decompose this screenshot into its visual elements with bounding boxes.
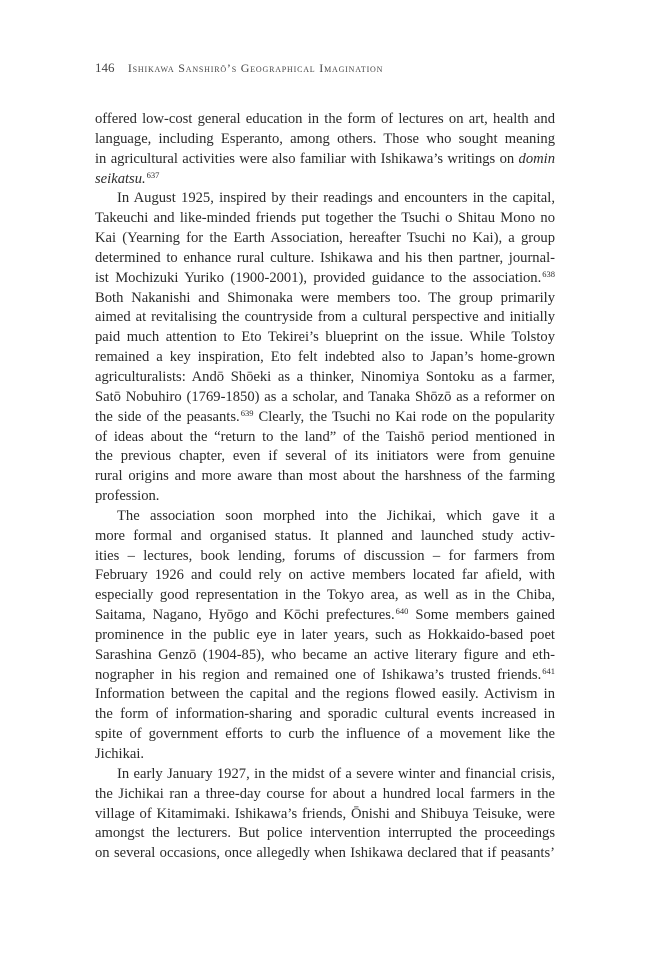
line-text: offered low-cost general education in the form of lectures on art, health and (95, 111, 555, 127)
text-line (95, 408, 555, 428)
line-text: profession. (95, 488, 160, 505)
text-line (95, 725, 555, 745)
line-text: In August 1925, inspired by their readings and encounters in the capital, (117, 190, 555, 207)
line-text: Jichikai. (95, 746, 145, 762)
text-line (95, 824, 555, 844)
line-text: village of Kitamimaki. Ishikawa’s friends, Ōnishi and Shibuya Teisuke, were (95, 805, 555, 822)
text-line (95, 566, 555, 586)
line-text: spite of government efforts to curb the influence of a movement like the (95, 726, 555, 743)
line-text: Both Nakanishi and Shimonaka were members too. The group primarily (95, 289, 555, 306)
text-line (95, 368, 555, 388)
line-text: ities – lectures, book lending, forums of discussion – for farmers from (95, 547, 555, 564)
line-text: the previous chapter, even if several of its initiators were from genuine (95, 448, 555, 465)
line-text: remained a key inspiration, Eto felt indebted also to Japan’s home-grown (95, 349, 555, 366)
text-line (95, 308, 555, 328)
text-line (95, 428, 555, 448)
footnote-marker[interactable]: 641 (542, 665, 555, 676)
line-text: amongst the lecturers. But police intervention interrupted the proceedings (95, 825, 555, 842)
line-text: Satō Nobuhiro (1769-1850) as a scholar, and Tanaka Shōzō as a reformer on (95, 388, 555, 405)
line-text: paid much attention to Eto Tekirei’s blueprint on the issue. While Tolstoy (95, 329, 555, 346)
line-text: Takeuchi and like-minded friends put together the Tsuchi o Shitau Mono no (95, 210, 555, 227)
text-line (95, 110, 555, 130)
line-text: the form of information-sharing and sporadic cultural events increased in (95, 706, 555, 723)
text-line (95, 447, 555, 467)
line-text: Kai (Yearning for the Earth Association, hereafter Tsuchi no Kai), a group (95, 230, 555, 247)
text-line (95, 388, 555, 408)
line-text: of ideas about the “return to the land” of the Taishō period mentioned in (95, 428, 555, 445)
line-text: more formal and organised status. It planned and launched study activ- (95, 527, 555, 544)
line-text: rural origins and more aware than most about the harshness of the farming (95, 468, 555, 485)
text-line (95, 646, 555, 666)
text-line (95, 229, 555, 249)
italic-term: seikatsu. (95, 170, 146, 187)
line-text: especially good representation in the Tokyo area, as well as in the Chiba, (95, 587, 555, 604)
text-line (95, 626, 555, 646)
footnote-marker[interactable]: 637 (146, 169, 160, 180)
text-line (95, 170, 555, 190)
text-line (95, 150, 555, 170)
text-line (95, 586, 555, 606)
text-line (95, 328, 555, 348)
text-line (95, 765, 555, 785)
line-text: agriculturalists: Andō Shōeki as a thinker, Ninomiya Sontoku as a farmer, (95, 368, 555, 385)
line-text: determined to enhance rural culture. Ishikawa and his then partner, journal- (95, 249, 555, 266)
footnote-marker[interactable]: 638 (542, 268, 555, 279)
text-line (95, 547, 555, 567)
text-line (95, 785, 555, 805)
text-line (95, 666, 555, 686)
line-text: In early January 1927, in the midst of a severe winter and financial crisis, (117, 765, 555, 782)
line-text: aimed at revitalising the countryside from a cultural perspective and initially (95, 309, 555, 326)
line-text: ist Mochizuki Yuriko (1900-2001), provided guidance to the association. (95, 269, 542, 286)
text-line (95, 705, 555, 725)
text-line (95, 209, 555, 229)
running-header (95, 60, 383, 76)
text-line (95, 348, 555, 368)
line-text: in agricultural activities were also familiar with Ishikawa’s writings on (95, 150, 519, 167)
text-line (95, 844, 555, 864)
footnote-marker[interactable]: 640 (395, 606, 409, 617)
text-line (95, 805, 555, 825)
text-line (95, 487, 555, 507)
line-text: nographer in his region and remained one of Ishikawa’s trusted friends. (95, 666, 542, 683)
text-line (95, 507, 555, 527)
italic-term: domin (518, 150, 555, 167)
text-line (95, 745, 555, 765)
line-text: language, including Esperanto, among others. Those who sought meaning (95, 130, 555, 147)
line-text: prominence in the public eye in later years, such as Hokkaido-based poet (95, 626, 555, 643)
line-text: on several occasions, once allegedly when Ishikawa declared that if peasants’ (95, 845, 555, 862)
text-line (95, 467, 555, 487)
text-line (95, 269, 555, 289)
line-text: the side of the peasants. (95, 408, 240, 425)
line-text: Sarashina Genzō (1904-85), who became an active literary figure and eth- (95, 646, 555, 663)
text-line (95, 527, 555, 547)
running-title: Ishikawa Sanshirō’s Geographical Imagination (127, 61, 384, 75)
line-text: February 1926 and could rely on active members located far afield, with (95, 567, 555, 584)
line-text-continued: Some members gained (408, 607, 555, 624)
line-text: Saitama, Nagano, Hyōgo and Kōchi prefectures. (95, 607, 395, 624)
footnote-marker[interactable]: 639 (240, 407, 254, 418)
body-text (95, 110, 555, 864)
line-text: the Jichikai ran a three-day course for about a hundred local farmers in the (95, 785, 555, 802)
line-text: Information between the capital and the regions flowed easily. Activism in (95, 686, 555, 703)
text-line (95, 685, 555, 705)
text-line (95, 249, 555, 269)
text-line (95, 189, 555, 209)
text-line (95, 289, 555, 309)
text-line (95, 606, 555, 626)
line-text-continued: Clearly, the Tsuchi no Kai rode on the popularity (253, 408, 555, 425)
line-text: The association soon morphed into the Jichikai, which gave it a (117, 507, 555, 524)
page-number: 146 (95, 60, 115, 75)
text-line (95, 130, 555, 150)
